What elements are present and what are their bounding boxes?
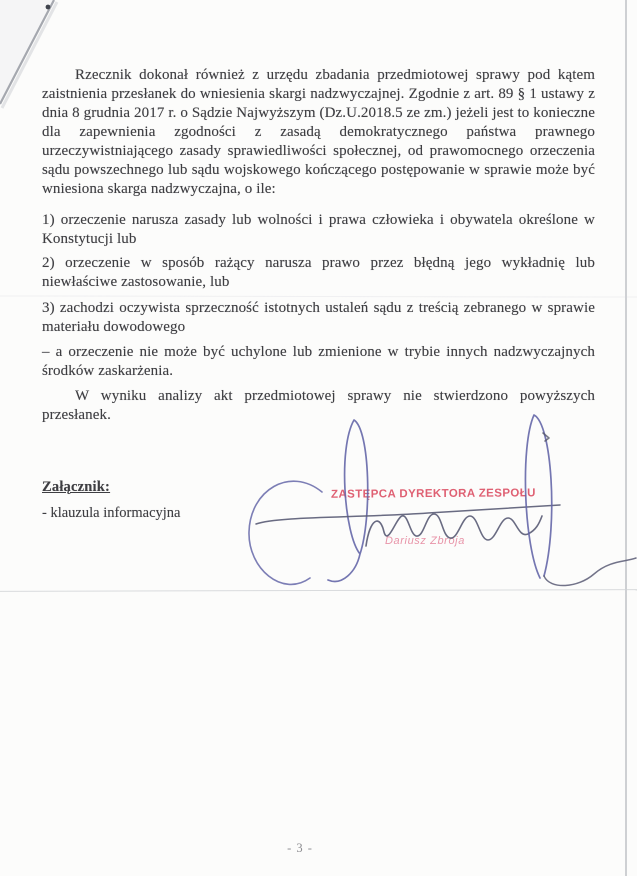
signature-ink (238, 406, 637, 604)
signature-left-circle (249, 481, 322, 584)
stamp-name-text: Dariusz Zbroja (385, 535, 465, 547)
page-number: - 3 - (287, 841, 313, 855)
signature-left-oval (328, 420, 368, 581)
list-item-2: 2) orzeczenie w sposób rażący narusza prawo przez błędną jego wykładnię lub niewłaściwe zastosowanie, lub (42, 255, 595, 290)
paper-crease-upper (0, 295, 637, 297)
list-item-1: 1) orzeczenie narusza zasady lub wolności i prawa człowieka i obywatela określone w Konstytucji lub (42, 212, 595, 247)
signature-zigzag (366, 514, 542, 546)
stamp-role-text: ZASTĘPCA DYREKTORA ZESPOŁU (330, 487, 536, 501)
signature-tail (544, 558, 636, 586)
attachment-heading: Załącznik: (42, 479, 111, 495)
attachment-item: - klauzula informacyjna (42, 505, 181, 521)
paragraph-intro: Rzecznik dokonał również z urzędu zbadania przedmiotowej sprawy pod kątem zaistnienia przesłanek do wniesienia skargi nadzwyczajnej. Zgodnie z art. 89 § 1 ustawy z dnia 8 grudnia 2017 r. o Sądzie Najwyższym (Dz.U.2018.5 ze zm.) jeżeli jest to konieczne dla zapewnienia zgodności z zasadą demokratycznego państwa prawnego urzeczywistniającego zasady sprawiedliwości społecznej, od prawomocnego orzeczenia sądu powszechnego lub sądu wojskowego kończącego postępowanie w sprawie może być wniesiona skarga nadzwyczajna, o ile: (42, 67, 595, 197)
paragraph-conclusion: W wyniku analizy akt przedmiotowej sprawy nie stwierdzono powyższych przesłanek. (42, 388, 595, 423)
paragraph-dash-clause: – a orzeczenie nie może być uchylone lub zmienione w trybie innych nadzwyczajnych środków zaskarżenia. (42, 344, 595, 379)
staple-dot-icon (46, 5, 51, 10)
list-item-3: 3) zachodzi oczywista sprzeczność istotnych ustaleń sądu z treścią zebranego w sprawie materiału dowodowego (42, 300, 595, 335)
